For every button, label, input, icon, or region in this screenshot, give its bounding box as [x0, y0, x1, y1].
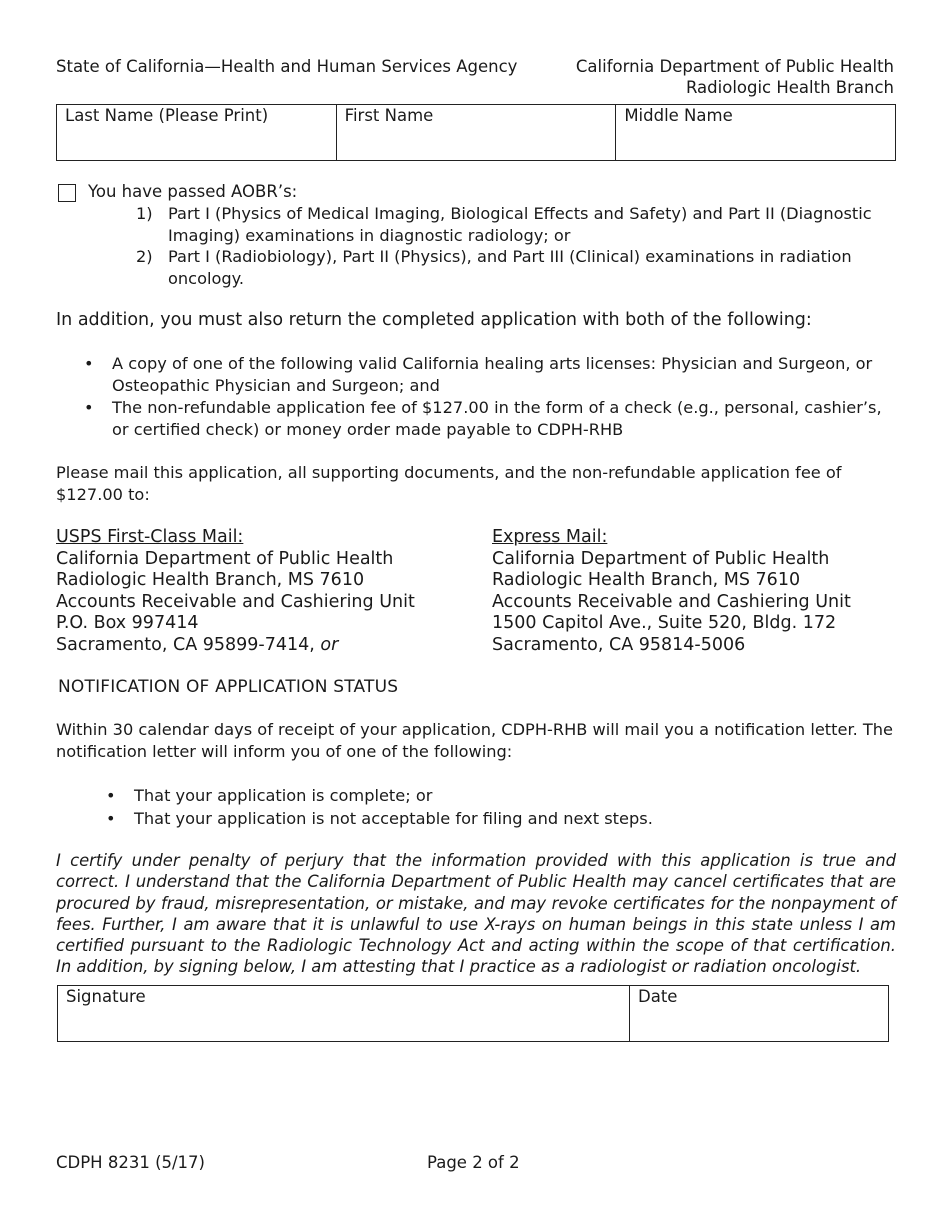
address-line: Radiologic Health Branch, MS 7610: [492, 570, 801, 590]
list-item-text: That your application is not acceptable for filing and next steps.: [134, 808, 653, 828]
list-item-text: The non-refundable application fee of $127.00 in the form of a check (e.g., personal, cashier’s, or certified check) or money order made payable to CDPH-RHB: [112, 398, 882, 439]
notification-heading: NOTIFICATION OF APPLICATION STATUS: [58, 677, 399, 697]
list-item-text: That your application is complete; or: [134, 786, 433, 805]
address-line: Accounts Receivable and Cashiering Unit: [56, 591, 415, 612]
list-number: 1): [136, 204, 153, 223]
status-list: [106, 785, 886, 830]
usps-title: USPS First-Class Mail:: [56, 527, 244, 547]
last-name-label: Last Name (Please Print): [65, 106, 269, 125]
aobr-label: You have passed AOBR’s:: [88, 182, 298, 201]
address-city: Sacramento, CA 95899-7414,: [56, 634, 315, 655]
notification-text: Within 30 calendar days of receipt of your application, CDPH-RHB will mail you a notification letter. The notification letter will inform you of one of the following:: [56, 720, 894, 761]
signature-table: [57, 985, 889, 1042]
aobr-list: [136, 203, 896, 289]
form-number: CDPH 8231 (5/17): [56, 1153, 205, 1172]
bullet-icon: •: [106, 808, 116, 828]
list-item: [84, 353, 896, 396]
bullet-icon: •: [84, 398, 94, 417]
department-header: [576, 56, 894, 98]
address-line: Accounts Receivable and Cashiering Unit: [492, 591, 851, 612]
address-line: California Department of Public Health: [56, 548, 394, 569]
list-item-text: A copy of one of the following valid California healing arts licenses: Physician and Surgeon, or Osteopathic Physician and Surgeon; and: [112, 354, 873, 395]
list-item: [136, 203, 896, 246]
middle-name-label: Middle Name: [624, 106, 733, 125]
express-address: [492, 527, 851, 656]
middle-name-field[interactable]: [616, 105, 896, 161]
address-line-city: [56, 635, 415, 657]
list-item-text: Part I (Radiobiology), Part II (Physics), and Part III (Clinical) examinations in radiation oncology.: [168, 247, 852, 288]
last-name-field[interactable]: [57, 105, 337, 161]
date-field[interactable]: [630, 986, 889, 1042]
page-number: Page 2 of 2: [427, 1153, 520, 1172]
list-item-text: Part I (Physics of Medical Imaging, Biological Effects and Safety) and Part II (Diagnostic Imaging) examinations in diagnostic radiology; or: [168, 204, 872, 245]
list-item: [106, 785, 886, 808]
address-line: P.O. Box 997414: [56, 613, 199, 633]
agency-header: State of California—Health and Human Services Agency: [56, 57, 518, 76]
address-line: California Department of Public Health: [492, 548, 830, 569]
list-item: [136, 246, 896, 289]
branch-name: Radiologic Health Branch: [685, 78, 894, 97]
name-fields-table: [56, 104, 896, 161]
first-name-field[interactable]: [336, 105, 616, 161]
requirements-list: [84, 353, 896, 441]
bullet-icon: •: [84, 354, 94, 373]
department-name: California Department of Public Health: [575, 57, 894, 76]
mail-instructions: Please mail this application, all supporting documents, and the non-refundable application fee of $127.00 to:: [56, 463, 842, 504]
usps-address: [56, 527, 415, 656]
list-item: [84, 397, 896, 440]
address-line: Radiologic Health Branch, MS 7610: [56, 570, 365, 590]
address-line: Sacramento, CA 95814-5006: [492, 634, 746, 655]
list-item: [106, 808, 886, 831]
bullet-icon: •: [106, 786, 116, 805]
first-name-label: First Name: [344, 106, 434, 125]
signature-label: Signature: [66, 987, 146, 1006]
date-label: Date: [638, 987, 678, 1006]
express-title: Express Mail:: [492, 527, 608, 547]
signature-field[interactable]: [58, 986, 630, 1042]
aobr-checkbox[interactable]: [58, 184, 76, 202]
certification-statement: I certify under penalty of perjury that the information provided with this application is true and correct. I understand that the California Department of Public Health may cancel certificates that are procured by fraud, misrepresentation, or mistake, and may revoke certificates for the nonpayment of fees. Further, I am aware that it is unlawful to use X-rays on human beings in this state unless I am certified pursuant to the Radiologic Technology Act and acting within the scope of that certification. In addition, by signing below, I am attesting that I practice as a radiologist or radiation oncologist.: [56, 851, 896, 977]
address-or: or: [320, 634, 339, 655]
address-line: 1500 Capitol Ave., Suite 520, Bldg. 172: [492, 613, 837, 633]
list-number: 2): [136, 247, 153, 266]
addition-text: In addition, you must also return the completed application with both of the following:: [56, 310, 812, 330]
